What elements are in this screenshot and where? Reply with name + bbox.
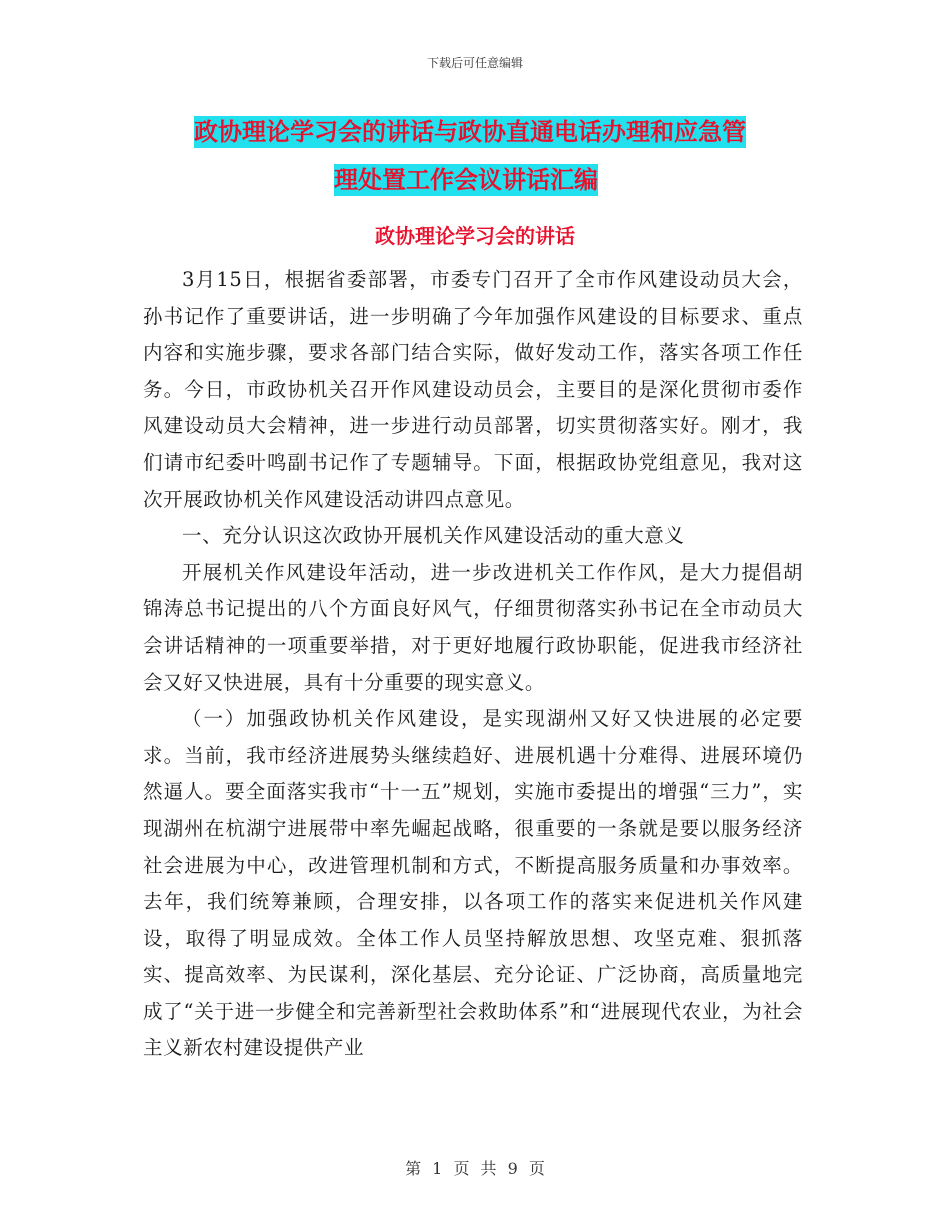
paragraph: （一）加强政协机关作风建设，是实现湖州又好又快进展的必定要求。当前，我市经济进展势头继续趋好、进展机遇十分难得、进展环境仍然逼人。要全面落实我市“十一五”规划，实施市委提出的增强“三力”，实现湖州在杭湖宁进展带中率先崛起战略，很重要的一条就是要以服务经济社会进展为中心，改进管理机制和方式，不断提高服务质量和办事效率。去年，我们统筹兼顾，合理安排，以各项工作的落实来促进机关作风建设，取得了明显成效。全体工作人员坚持解放思想、攻坚克难、狠抓落实、提高效率、为民谋利，深化基层、充分论证、广泛协商，高质量地完成了“关于进一步健全和完善新型社会救助体系”和“进展现代农业，为社会主义新农村建设提供产业 <box>143 707 803 1060</box>
document-title-line-1: 政协理论学习会的讲话与政协直通电话办理和应急管 <box>194 118 746 146</box>
header-note: 下载后可任意编辑 <box>426 56 523 70</box>
page-number: 第 1 页 共 9 页 <box>405 1159 545 1178</box>
paragraph: 开展机关作风建设年活动，进一步改进机关工作作风，是大力提倡胡锦涛总书记提出的八个方面良好风气，仔细贯彻落实孙书记在全市动员大会讲话精神的一项重要举措，对于更好地履行政协职能，促进我市经济社会又好又快进展，具有十分重要的现实意义。 <box>143 560 803 694</box>
paragraph: 一、充分认识这次政协开展机关作风建设活动的重大意义 <box>182 524 685 548</box>
paragraph: 3月15日，根据省委部署，市委专门召开了全市作风建设动员大会，孙书记作了重要讲话，进一步明确了今年加强作风建设的目标要求、重点内容和实施步骤，要求各部门结合实际，做好发动工作，落实各项工作任务。今日，市政协机关召开作风建设动员会，主要目的是深化贯彻市委作风建设动员大会精神，进一步进行动员部署，切实贯彻落实好。刚才，我们请市纪委叶鸣副书记作了专题辅导。下面，根据政协党组意见，我对这次开展政协机关作风建设活动讲四点意见。 <box>143 268 803 511</box>
document-title-line-2: 理处置工作会议讲话汇编 <box>334 166 598 194</box>
document-body <box>143 262 803 1067</box>
section-title: 政协理论学习会的讲话 <box>375 224 575 248</box>
document-title <box>194 108 804 204</box>
